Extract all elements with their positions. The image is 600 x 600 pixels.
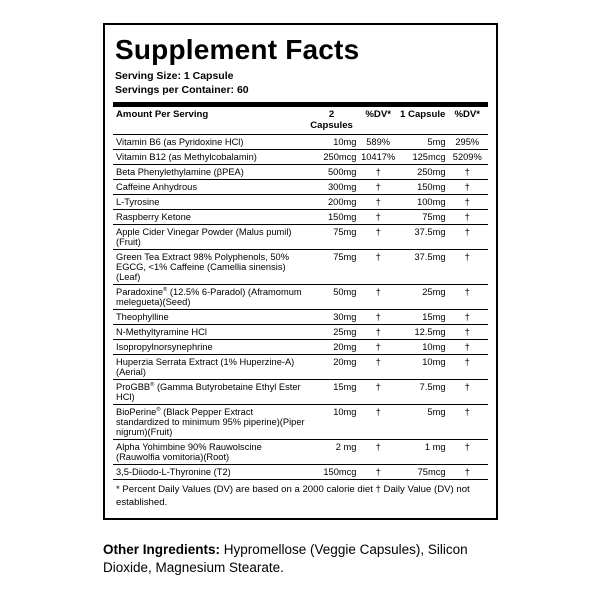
amount-1-capsule: 37.5mg [399, 225, 447, 250]
table-row [113, 225, 488, 250]
table-row [113, 285, 488, 310]
amount-1-capsule: 1 mg [399, 440, 447, 465]
amount-1-capsule: 10mg [399, 340, 447, 355]
dv-2-capsules: † [357, 325, 398, 340]
page-title: Supplement Facts [115, 34, 360, 65]
servings-per-container: Servings per Container: 60 [115, 83, 249, 96]
supplement-facts-panel [103, 23, 498, 520]
ingredient-name: Raspberry Ketone [113, 210, 306, 225]
dv-1-capsule: † [447, 465, 488, 480]
table-row [113, 405, 488, 440]
ingredient-name: Green Tea Extract 98% Polyphenols, 50% EGCG, <1% Caffeine (Camellia sinensis)(Leaf) [113, 250, 306, 285]
dv-2-capsules: † [357, 195, 398, 210]
amount-1-capsule: 5mg [399, 405, 447, 440]
ingredient-name: L-Tyrosine [113, 195, 306, 210]
amount-1-capsule: 75mcg [399, 465, 447, 480]
dv-2-capsules: 589% [357, 135, 398, 150]
amount-1-capsule: 15mg [399, 310, 447, 325]
dv-2-capsules: † [357, 405, 398, 440]
amount-1-capsule: 25mg [399, 285, 447, 310]
dv-2-capsules: † [357, 355, 398, 380]
table-row [113, 465, 488, 480]
dv-1-capsule: † [447, 165, 488, 180]
table-row [113, 165, 488, 180]
amount-2-capsules: 250mcg [306, 150, 358, 165]
amount-2-capsules: 500mg [306, 165, 358, 180]
amount-1-capsule: 150mg [399, 180, 447, 195]
amount-2-capsules: 75mg [306, 250, 358, 285]
ingredient-name: Alpha Yohimbine 90% Rauwolscine (Rauwolfia vomitoria)(Root) [113, 440, 306, 465]
footnote: * Percent Daily Values (DV) are based on a 2000 calorie diet † Daily Value (DV) not established. [116, 484, 470, 508]
amount-2-capsules: 75mg [306, 225, 358, 250]
dv-1-capsule: † [447, 195, 488, 210]
amount-2-capsules: 2 mg [306, 440, 358, 465]
column-header-amount-per-serving: Amount Per Serving [113, 107, 306, 135]
table-row [113, 340, 488, 355]
dv-1-capsule: † [447, 285, 488, 310]
column-header-dv-2-capsules: %DV* [357, 107, 398, 135]
ingredient-name: N-Methyltyramine HCl [113, 325, 306, 340]
dv-2-capsules: † [357, 165, 398, 180]
other-ingredients-label: Other Ingredients: [103, 542, 221, 557]
table-row [113, 135, 488, 150]
amount-1-capsule: 100mg [399, 195, 447, 210]
amount-2-capsules: 300mg [306, 180, 358, 195]
table-row [113, 440, 488, 465]
dv-2-capsules: 10417% [357, 150, 398, 165]
amount-2-capsules: 25mg [306, 325, 358, 340]
dv-2-capsules: † [357, 250, 398, 285]
dv-2-capsules: † [357, 340, 398, 355]
table-row [113, 325, 488, 340]
dv-2-capsules: † [357, 310, 398, 325]
amount-2-capsules: 50mg [306, 285, 358, 310]
ingredient-name: Vitamin B12 (as Methylcobalamin) [113, 150, 306, 165]
amount-1-capsule: 250mg [399, 165, 447, 180]
amount-2-capsules: 150mcg [306, 465, 358, 480]
amount-2-capsules: 30mg [306, 310, 358, 325]
ingredient-name: Caffeine Anhydrous [113, 180, 306, 195]
other-ingredients-text: Hypromellose (Veggie Capsules), Silicon Dioxide, Magnesium Stearate. [103, 542, 468, 575]
dv-2-capsules: † [357, 225, 398, 250]
table-row [113, 380, 488, 405]
ingredient-name: Isopropylnorsynephrine [113, 340, 306, 355]
ingredient-name: ProGBB® (Gamma Butyrobetaine Ethyl Ester HCl) [113, 380, 306, 405]
dv-1-capsule: † [447, 340, 488, 355]
ingredient-name: Huperzia Serrata Extract (1% Huperzine-A)(Aerial) [113, 355, 306, 380]
amount-2-capsules: 150mg [306, 210, 358, 225]
amount-2-capsules: 200mg [306, 195, 358, 210]
nutrition-table [113, 107, 488, 480]
dv-1-capsule: † [447, 225, 488, 250]
ingredient-name: 3,5-Diiodo-L-Thyronine (T2) [113, 465, 306, 480]
column-header-2-capsules: 2 Capsules [306, 107, 358, 135]
dv-1-capsule: † [447, 440, 488, 465]
amount-1-capsule: 125mcg [399, 150, 447, 165]
dv-2-capsules: † [357, 440, 398, 465]
table-row [113, 195, 488, 210]
ingredient-name: Beta Phenylethylamine (βPEA) [113, 165, 306, 180]
amount-2-capsules: 10mg [306, 135, 358, 150]
amount-2-capsules: 10mg [306, 405, 358, 440]
table-row [113, 150, 488, 165]
dv-1-capsule: 295% [447, 135, 488, 150]
dv-1-capsule: 5209% [447, 150, 488, 165]
table-header-row [113, 107, 488, 135]
dv-1-capsule: † [447, 210, 488, 225]
dv-2-capsules: † [357, 180, 398, 195]
column-header-1-capsule: 1 Capsule [399, 107, 447, 135]
dv-2-capsules: † [357, 380, 398, 405]
ingredient-name: BioPerine® (Black Pepper Extract standardized to minimum 95% piperine)(Piper nigrum)(Fruit) [113, 405, 306, 440]
amount-2-capsules: 20mg [306, 355, 358, 380]
dv-2-capsules: † [357, 465, 398, 480]
dv-2-capsules: † [357, 210, 398, 225]
ingredient-name: Theophylline [113, 310, 306, 325]
table-row [113, 310, 488, 325]
amount-1-capsule: 10mg [399, 355, 447, 380]
table-row [113, 355, 488, 380]
amount-1-capsule: 12.5mg [399, 325, 447, 340]
dv-1-capsule: † [447, 250, 488, 285]
dv-1-capsule: † [447, 310, 488, 325]
dv-1-capsule: † [447, 355, 488, 380]
amount-1-capsule: 75mg [399, 210, 447, 225]
amount-1-capsule: 37.5mg [399, 250, 447, 285]
column-header-dv-1-capsule: %DV* [447, 107, 488, 135]
ingredient-name: Paradoxine® (12.5% 6-Paradol) (Aframomum melegueta)(Seed) [113, 285, 306, 310]
dv-2-capsules: † [357, 285, 398, 310]
amount-1-capsule: 5mg [399, 135, 447, 150]
dv-1-capsule: † [447, 325, 488, 340]
amount-2-capsules: 20mg [306, 340, 358, 355]
amount-1-capsule: 7.5mg [399, 380, 447, 405]
dv-1-capsule: † [447, 380, 488, 405]
table-row [113, 180, 488, 195]
ingredient-name: Apple Cider Vinegar Powder (Malus pumil)(Fruit) [113, 225, 306, 250]
serving-size: Serving Size: 1 Capsule [115, 70, 234, 83]
dv-1-capsule: † [447, 180, 488, 195]
amount-2-capsules: 15mg [306, 380, 358, 405]
table-row [113, 250, 488, 285]
ingredient-name: Vitamin B6 (as Pyridoxine HCl) [113, 135, 306, 150]
dv-1-capsule: † [447, 405, 488, 440]
table-row [113, 210, 488, 225]
other-ingredients [103, 541, 503, 577]
